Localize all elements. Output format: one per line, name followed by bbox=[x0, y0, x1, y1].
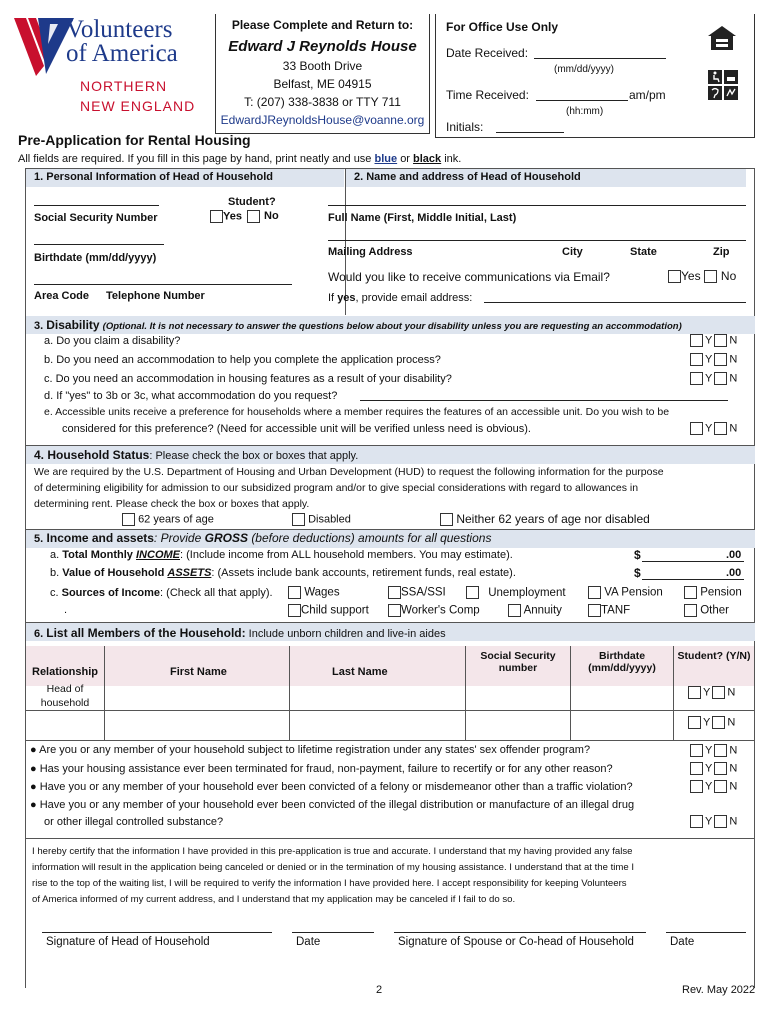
student-no-checkbox[interactable] bbox=[247, 210, 260, 223]
status-neither-checkbox[interactable] bbox=[440, 513, 453, 526]
source-pension bbox=[684, 586, 742, 599]
col-divider-4 bbox=[570, 646, 571, 740]
cert-top-rule bbox=[26, 838, 755, 839]
assets-dollar: $ bbox=[634, 566, 641, 580]
col-divider-1 bbox=[104, 646, 105, 740]
col-divider-3 bbox=[465, 646, 466, 740]
q3b: b. Do you need an accommodation to help you complete the application process? bbox=[44, 354, 441, 366]
bullet-icon: ● bbox=[30, 744, 37, 756]
email-no-checkbox[interactable] bbox=[704, 270, 717, 283]
email-address-field[interactable] bbox=[484, 302, 746, 303]
row2-student-yn bbox=[686, 716, 735, 729]
income-c-dot: . bbox=[64, 604, 68, 616]
col-divider-5 bbox=[673, 646, 674, 740]
row1-student-yn bbox=[686, 686, 735, 699]
sec5-num: 5. bbox=[34, 533, 44, 545]
bullet-4 bbox=[30, 799, 634, 811]
date-received-field[interactable] bbox=[534, 58, 666, 59]
q3b-yn bbox=[688, 353, 737, 366]
income-c-bold: Sources of Income bbox=[61, 587, 161, 599]
sec4-heading bbox=[34, 448, 358, 462]
sec5-sub-pre: : Provide bbox=[153, 531, 202, 545]
sec5-sub-bold: GROSS bbox=[204, 531, 248, 545]
monthly-income-field[interactable] bbox=[642, 561, 744, 562]
col-birthdate-label: Birthdate (mm/dd/yyyy) bbox=[588, 650, 656, 674]
return-street: 33 Booth Drive bbox=[282, 59, 363, 73]
bullet1-yes[interactable] bbox=[690, 744, 703, 757]
annuity-label: Annuity bbox=[523, 604, 562, 617]
date-2-field[interactable] bbox=[666, 932, 746, 933]
source-unemployment bbox=[466, 586, 566, 599]
source-va bbox=[588, 586, 663, 599]
bullet4-yn bbox=[688, 815, 737, 828]
email-yes-label: Yes bbox=[681, 269, 701, 283]
bullet1-y-label: Y bbox=[705, 744, 713, 757]
status-neither-label: Neither 62 years of age nor disabled bbox=[456, 512, 650, 526]
q3c-yes-checkbox[interactable] bbox=[690, 372, 703, 385]
telephone-field[interactable] bbox=[34, 284, 292, 285]
revision-date: Rev. May 2022 bbox=[682, 984, 756, 996]
ssn-field[interactable] bbox=[34, 205, 159, 206]
income-zeros: .00 bbox=[726, 549, 742, 561]
bullet-icon: ● bbox=[30, 763, 37, 775]
logo bbox=[14, 14, 214, 118]
income-b-under: ASSETS bbox=[167, 567, 212, 579]
email-yes-checkbox[interactable] bbox=[668, 270, 681, 283]
logo-region1: NORTHERN bbox=[80, 78, 168, 94]
zip-label: Zip bbox=[713, 246, 730, 258]
source-workers-comp bbox=[388, 604, 480, 617]
q3a: a. Do you claim a disability? bbox=[44, 335, 181, 347]
status-neither bbox=[440, 512, 650, 526]
source-tanf bbox=[588, 604, 630, 617]
date-received-label: Date Received: bbox=[446, 46, 529, 60]
source-wages bbox=[288, 586, 340, 599]
bullet3-no[interactable] bbox=[714, 780, 727, 793]
bullet1-no[interactable] bbox=[714, 744, 727, 757]
bullet4-yes[interactable] bbox=[690, 815, 703, 828]
tanf-label: TANF bbox=[601, 604, 631, 617]
ampm: am/pm bbox=[629, 88, 666, 102]
q3e-no-checkbox[interactable] bbox=[714, 422, 727, 435]
q3a-y-label: Y bbox=[705, 334, 713, 347]
col-first-label: First Name bbox=[170, 666, 227, 678]
cert-line-4: of America informed of my current address, and I understand that my application may be canceled if I fail to do so. bbox=[32, 894, 516, 905]
return-name: Edward J Reynolds House bbox=[228, 38, 417, 55]
sec3-heading bbox=[34, 318, 682, 332]
other-label: Other bbox=[700, 604, 729, 617]
bullet-3-text: Have you or any member of your household ever been convicted of a felony or misdemeanor other than a traffic violation? bbox=[39, 781, 633, 793]
email-address-label bbox=[328, 292, 472, 304]
income-b-label: b. bbox=[50, 567, 60, 579]
bullet4-no[interactable] bbox=[714, 815, 727, 828]
bullet-4-cont: or other illegal controlled substance? bbox=[44, 816, 224, 828]
date-2-label: Date bbox=[670, 936, 695, 948]
if-yes-post: , provide email address: bbox=[355, 292, 473, 304]
row2-y-label: Y bbox=[703, 716, 711, 729]
student-label: Student? bbox=[228, 196, 276, 208]
other-checkbox[interactable] bbox=[684, 604, 697, 617]
wages-label: Wages bbox=[304, 586, 340, 599]
row1-student-no[interactable] bbox=[712, 686, 725, 699]
col-last-label: Last Name bbox=[332, 666, 388, 678]
income-c bbox=[50, 587, 273, 599]
status-disabled bbox=[292, 513, 351, 526]
sec4-title-rest: : Please check the box or boxes that apply. bbox=[149, 450, 359, 462]
time-format: (hh:mm) bbox=[566, 106, 604, 117]
pension-checkbox[interactable] bbox=[684, 586, 697, 599]
assets-zeros: .00 bbox=[726, 567, 742, 579]
q3b-y-label: Y bbox=[705, 353, 713, 366]
telephone-label: Telephone Number bbox=[106, 290, 205, 302]
page-title: Pre-Application for Rental Housing bbox=[18, 132, 251, 148]
q3c-n-label: N bbox=[729, 372, 738, 385]
accessibility-icon bbox=[708, 70, 722, 84]
row1-n-label: N bbox=[727, 686, 736, 699]
birthdate-label: Birthdate (mm/dd/yyyy) bbox=[34, 252, 157, 264]
income-a-rest: : (Include income from ALL household members. You may estimate). bbox=[180, 549, 513, 561]
sec4-para2: of determining eligibility for admission to our subsidized program and/or to give special considerations with regard to allowances in bbox=[34, 482, 639, 494]
source-ssa bbox=[388, 586, 446, 599]
income-a-bold: Total Monthly bbox=[62, 549, 133, 561]
office-use-box bbox=[435, 14, 755, 138]
bullet-icon: ● bbox=[30, 781, 37, 793]
birthdate-field[interactable] bbox=[34, 244, 164, 245]
q3e-n-label: N bbox=[729, 422, 738, 435]
city-label: City bbox=[562, 246, 583, 258]
accommodation-field[interactable] bbox=[360, 400, 728, 401]
source-annuity bbox=[508, 604, 562, 617]
col-relationship-label: Relationship bbox=[32, 666, 99, 678]
q3a-no-checkbox[interactable] bbox=[714, 334, 727, 347]
bullet1-yn bbox=[688, 744, 737, 757]
time-received-field[interactable] bbox=[536, 100, 628, 101]
row2-n-label: N bbox=[727, 716, 736, 729]
ssa-checkbox[interactable] bbox=[388, 586, 401, 599]
signature-cohead-label: Signature of Spouse or Co-head of Household bbox=[398, 936, 634, 948]
status-62-label: 62 years of age bbox=[138, 513, 214, 526]
sec3-num: 3. bbox=[34, 320, 44, 332]
state-label: State bbox=[630, 246, 657, 258]
bullet-1 bbox=[30, 744, 590, 756]
return-email: EdwardJReynoldsHouse@voanne.org bbox=[220, 113, 425, 127]
instructions-end: ink. bbox=[444, 153, 462, 165]
sec3-note: (Optional. It is not necessary to answer the questions below about your disability unless you are requesting an accommodation) bbox=[102, 321, 682, 332]
col-divider-2 bbox=[289, 646, 290, 740]
row1-relationship: Head of household bbox=[40, 683, 90, 709]
logo-line1: Volunteers bbox=[66, 16, 173, 43]
va-checkbox[interactable] bbox=[588, 586, 601, 599]
return-city: Belfast, ME 04915 bbox=[273, 77, 372, 91]
income-b bbox=[50, 567, 516, 579]
status-disabled-label: Disabled bbox=[308, 513, 351, 526]
instructions-blue: blue bbox=[374, 153, 398, 165]
child-support-checkbox[interactable] bbox=[288, 604, 301, 617]
email-no-label: No bbox=[720, 269, 737, 283]
child-support-label: Child support bbox=[301, 604, 369, 617]
q3b-no-checkbox[interactable] bbox=[714, 353, 727, 366]
income-a-under: INCOME bbox=[136, 549, 180, 561]
hearing-icon bbox=[708, 86, 722, 100]
date-1-label: Date bbox=[296, 936, 321, 948]
sec4-para1: We are required by the U.S. Department of Housing and Urban Development (HUD) to request the following information for the purpose bbox=[34, 466, 664, 478]
student-yes-label: Yes bbox=[223, 210, 242, 223]
status-62-checkbox[interactable] bbox=[122, 513, 135, 526]
bullet-icon: ● bbox=[30, 799, 37, 811]
sec2-heading: 2. Name and address of Head of Household bbox=[354, 171, 581, 183]
ssa-label: SSA/SSI bbox=[401, 586, 446, 599]
return-phone: T: (207) 338-3838 or TTY 711 bbox=[244, 95, 401, 109]
initials-field[interactable] bbox=[496, 132, 564, 133]
tty-icon bbox=[724, 70, 738, 84]
q3c-no-checkbox[interactable] bbox=[714, 372, 727, 385]
instructions-or: or bbox=[400, 153, 410, 165]
student-no-label: No bbox=[264, 210, 279, 223]
bullet-2-text: Has your housing assistance ever been terminated for fraud, non-payment, failure to recertify or for any other reason? bbox=[39, 763, 613, 775]
col-ssn-label: Social Security number bbox=[480, 650, 556, 674]
full-name-field[interactable] bbox=[328, 205, 746, 206]
bullet3-yes[interactable] bbox=[690, 780, 703, 793]
bullet2-y-label: Y bbox=[705, 762, 713, 775]
sec3-title: Disability bbox=[46, 318, 100, 332]
q3c: c. Do you need an accommodation in housing features as a result of your disability? bbox=[44, 373, 452, 385]
row1-y-label: Y bbox=[703, 686, 711, 699]
q3a-yes-checkbox[interactable] bbox=[690, 334, 703, 347]
voa-logo-mark-icon bbox=[14, 14, 74, 76]
cert-line-1: I hereby certify that the information I have provided in this pre-application is true and accurate. I understand that my having provided any false bbox=[32, 846, 633, 857]
student-options bbox=[210, 210, 279, 223]
instructions-text: All fields are required. If you fill in this page by hand, print neatly and use bbox=[18, 153, 372, 165]
q3e-y-label: Y bbox=[705, 422, 713, 435]
bullet3-yn bbox=[688, 780, 737, 793]
tanf-checkbox[interactable] bbox=[588, 604, 601, 617]
email-question: Would you like to receive communications via Email? bbox=[328, 270, 610, 284]
full-name-label: Full Name (First, Middle Initial, Last) bbox=[328, 212, 517, 224]
bullet4-y-label: Y bbox=[705, 815, 713, 828]
sec6-heading bbox=[34, 626, 446, 640]
bullet-1-text: Are you or any member of your household subject to lifetime registration under any states' sex offender program? bbox=[39, 744, 591, 756]
logo-region2: NEW ENGLAND bbox=[80, 98, 196, 114]
date-format: (mm/dd/yyyy) bbox=[554, 64, 614, 75]
va-label: VA Pension bbox=[604, 586, 663, 599]
income-a bbox=[50, 549, 513, 561]
student-yes-checkbox[interactable] bbox=[210, 210, 223, 223]
q3e-yn bbox=[688, 422, 737, 435]
q3c-yn bbox=[688, 372, 737, 385]
sec6-num: 6. bbox=[34, 628, 44, 640]
signature-head-field[interactable] bbox=[42, 932, 272, 933]
sec4-title: 4. Household Status bbox=[34, 448, 150, 462]
row2-student-yes[interactable] bbox=[688, 716, 701, 729]
household-table bbox=[26, 646, 755, 740]
income-c-rest: : (Check all that apply). bbox=[160, 587, 273, 599]
sec5-title: Income and assets bbox=[46, 531, 154, 545]
instructions-black: black bbox=[413, 153, 442, 165]
q3d: d. If "yes" to 3b or 3c, what accommodation do you request? bbox=[44, 390, 338, 402]
income-dollar: $ bbox=[634, 548, 641, 562]
unemployment-label: Unemployment bbox=[488, 586, 566, 599]
annuity-checkbox[interactable] bbox=[508, 604, 521, 617]
q3a-yn bbox=[688, 334, 737, 347]
signature-head-label: Signature of Head of Household bbox=[46, 936, 210, 948]
bullet-2 bbox=[30, 763, 613, 775]
instructions bbox=[18, 153, 461, 165]
sec1-heading: 1. Personal Information of Head of Household bbox=[34, 171, 273, 183]
sec6-title: List all Members of the Household: bbox=[46, 626, 246, 640]
row1-student-yes[interactable] bbox=[688, 686, 701, 699]
bullet3-n-label: N bbox=[729, 780, 738, 793]
page-number: 2 bbox=[376, 984, 383, 996]
bullet2-yn bbox=[688, 762, 737, 775]
return-heading: Please Complete and Return to: bbox=[231, 18, 414, 32]
income-a-label: a. bbox=[50, 549, 60, 561]
unemployment-checkbox[interactable] bbox=[466, 586, 479, 599]
sec5-heading bbox=[34, 531, 491, 545]
source-child-support bbox=[288, 604, 369, 617]
bullet-4-text: Have you or any member of your household ever been convicted of the illegal distribution or manufacture of an illegal drug bbox=[39, 799, 635, 811]
row2-student-no[interactable] bbox=[712, 716, 725, 729]
signature-cohead-field[interactable] bbox=[394, 932, 646, 933]
source-other bbox=[684, 604, 729, 617]
bullet4-n-label: N bbox=[729, 815, 738, 828]
if-yes-bold: yes bbox=[337, 292, 356, 304]
cert-line-2: information will result in the application being canceled or denied or in the termination of my housing assistance. I understand that at the time I bbox=[32, 862, 635, 873]
q3e-yes-checkbox[interactable] bbox=[690, 422, 703, 435]
row-divider-2 bbox=[26, 740, 755, 741]
office-heading: For Office Use Only bbox=[446, 20, 559, 34]
workers-comp-checkbox[interactable] bbox=[388, 604, 401, 617]
col-student-label: Student? (Y/N) bbox=[677, 650, 751, 662]
q3c-y-label: Y bbox=[705, 372, 713, 385]
income-b-rest: : (Assets include bank accounts, retirement funds, real estate). bbox=[211, 567, 516, 579]
assets-field[interactable] bbox=[642, 579, 744, 580]
bullet1-n-label: N bbox=[729, 744, 738, 757]
bullet2-n-label: N bbox=[729, 762, 738, 775]
bullet2-yes[interactable] bbox=[690, 762, 703, 775]
bullet3-y-label: Y bbox=[705, 780, 713, 793]
status-62 bbox=[122, 513, 214, 526]
mailing-address-field[interactable] bbox=[328, 240, 746, 241]
time-received-label: Time Received: bbox=[446, 88, 529, 102]
area-code-label: Area Code bbox=[34, 290, 90, 302]
equal-housing-icon bbox=[706, 24, 738, 54]
income-c-label: c. bbox=[50, 587, 59, 599]
pension-label: Pension bbox=[700, 586, 742, 599]
sec5-sub-post: (before deductions) amounts for all questions bbox=[251, 531, 492, 545]
bullet-3 bbox=[30, 781, 633, 793]
email-options bbox=[668, 269, 736, 283]
status-disabled-checkbox[interactable] bbox=[292, 513, 305, 526]
q3e-line1: e. Accessible units receive a preference for households where a member requires the features of an accessible unit. Do you wish to be bbox=[44, 406, 670, 418]
logo-line2: of America bbox=[66, 40, 178, 67]
if-yes-pre: If bbox=[328, 292, 335, 304]
initials-label: Initials: bbox=[446, 120, 484, 134]
bullet2-no[interactable] bbox=[714, 762, 727, 775]
ssn-label: Social Security Number bbox=[34, 212, 158, 224]
q3a-n-label: N bbox=[729, 334, 738, 347]
wages-checkbox[interactable] bbox=[288, 586, 301, 599]
sec4-para3: determining rent. Please check the box or boxes that apply. bbox=[34, 498, 310, 510]
date-1-field[interactable] bbox=[292, 932, 374, 933]
q3b-n-label: N bbox=[729, 353, 738, 366]
sec6-rest: Include unborn children and live-in aides bbox=[245, 628, 446, 640]
sign-language-icon bbox=[724, 86, 738, 100]
return-address-box bbox=[215, 14, 430, 134]
mailing-label: Mailing Address bbox=[328, 246, 413, 258]
q3e-line2: considered for this preference? (Need for accessible unit will be verified unless need is obvious). bbox=[62, 423, 531, 435]
cert-line-3: rise to the top of the waiting list, I will be required to verify the information I have provided here. I accept responsibility for keeping Volunteers bbox=[32, 878, 627, 889]
income-b-bold: Value of Household bbox=[62, 567, 165, 579]
workers-comp-label: Worker's Comp bbox=[401, 604, 480, 617]
q3b-yes-checkbox[interactable] bbox=[690, 353, 703, 366]
row-divider-1 bbox=[26, 710, 755, 711]
